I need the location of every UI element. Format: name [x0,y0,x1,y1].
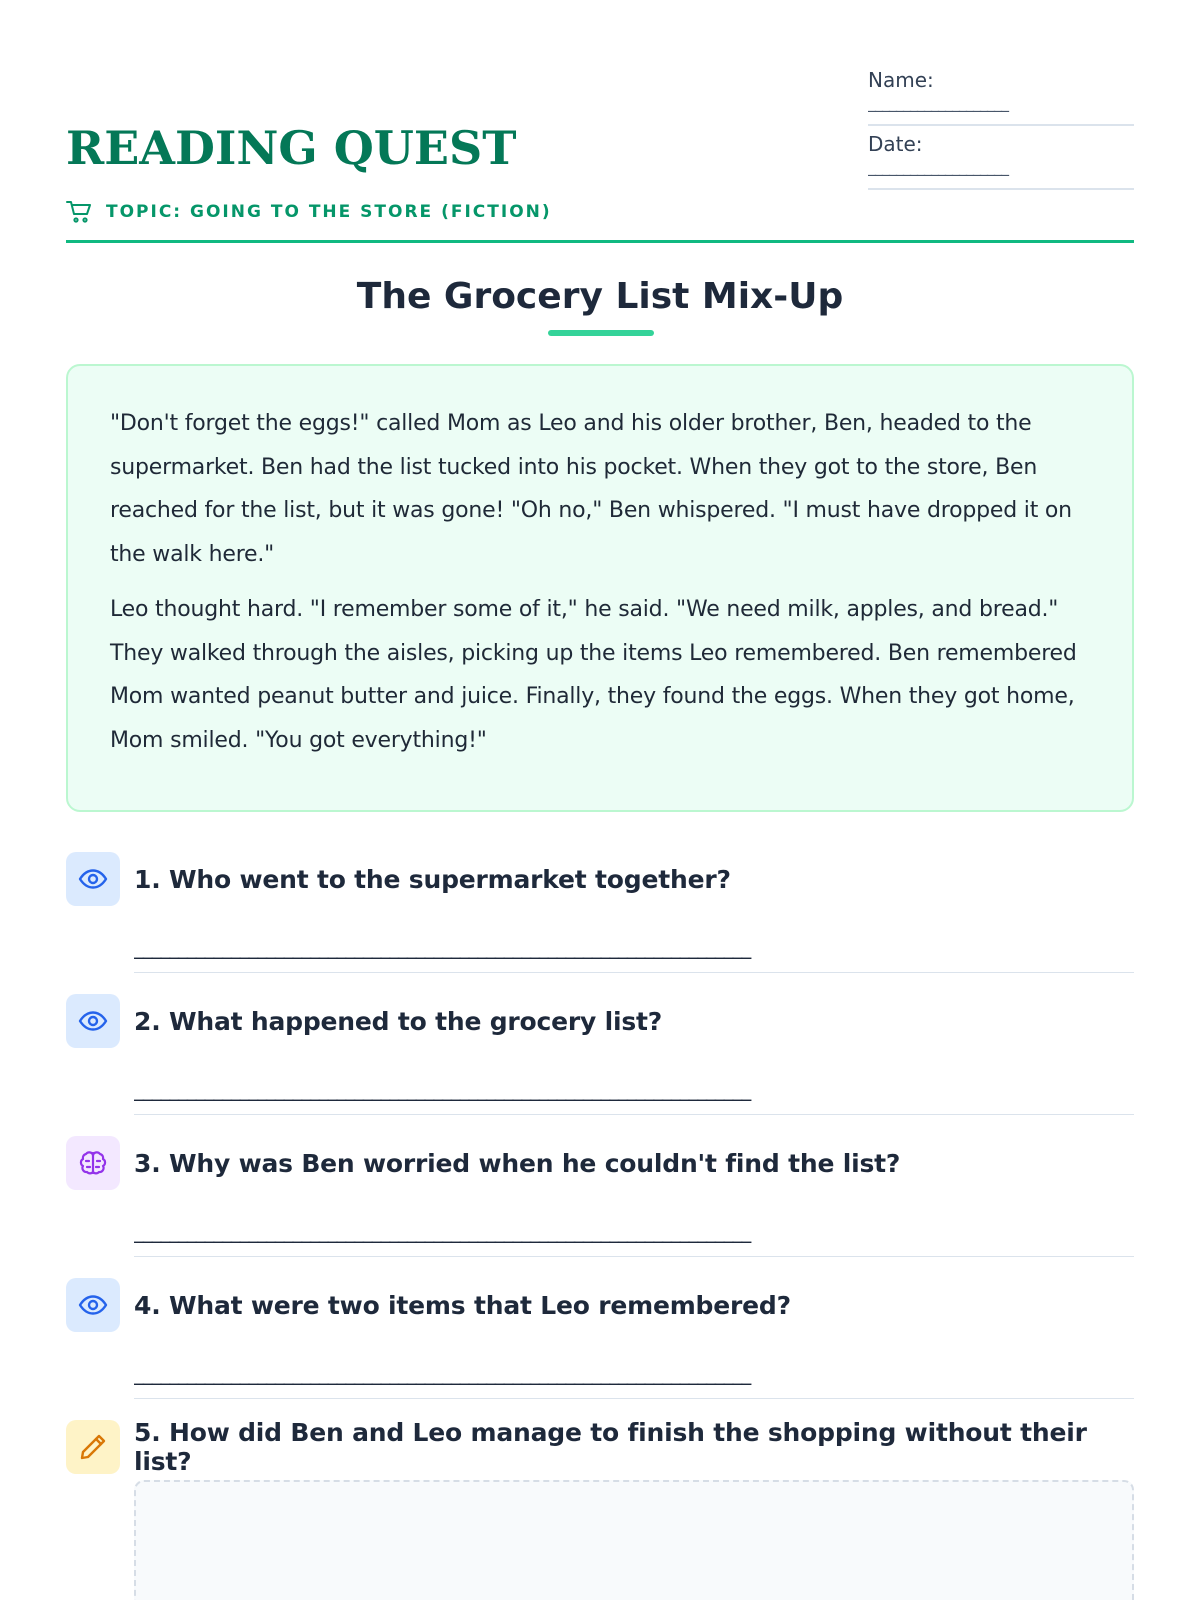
question-text: 4. What were two items that Leo remembered? [134,1290,791,1320]
eye-icon [66,994,120,1048]
answer-line[interactable] [134,1358,1134,1399]
date-label: Date: [868,132,923,156]
question-3 [66,1136,1134,1257]
question-text: 2. What happened to the grocery list? [134,1006,663,1036]
date-blank[interactable]: ____________________ [868,158,1008,176]
question-4 [66,1278,1134,1399]
answer-box[interactable] [134,1480,1134,1600]
question-1 [66,852,1134,973]
date-row[interactable] [868,130,1134,190]
brain-icon [66,1136,120,1190]
name-row[interactable] [868,66,1134,126]
story-title: The Grocery List Mix-Up [356,276,844,317]
answer-line[interactable] [134,1074,1134,1115]
answer-blank: ______________________________________________________________________ [134,935,751,959]
pencil-icon [66,1420,120,1474]
eye-icon [66,1278,120,1332]
question-text: 3. Why was Ben worried when he couldn't find the list? [134,1148,901,1178]
question-text: 1. Who went to the supermarket together? [134,864,731,894]
story-passage [66,364,1134,812]
answer-blank: ______________________________________________________________________ [134,1219,751,1243]
topic-label: TOPIC: GOING TO THE STORE (FICTION) [106,202,552,222]
story-paragraph-2: Leo thought hard. "I remember some of it," he said. "We need milk, apples, and bread." They walked through the aisles, picking up the items Leo remembered. Ben remembered Mom wanted peanut butter and juice. Finally, they found the eggs. When they got home, Mom smiled. "You got everything!" [110,597,1077,753]
eye-icon [66,852,120,906]
brand-title: READING QUEST [66,121,517,175]
question-text: 5. How did Ben and Leo manage to finish the shopping without their list? [134,1418,1087,1476]
header-divider [66,240,1134,243]
question-5 [66,1420,1134,1474]
name-blank[interactable]: ____________________ [868,94,1008,112]
name-label: Name: [868,68,934,92]
answer-blank: ______________________________________________________________________ [134,1361,751,1385]
answer-blank: ______________________________________________________________________ [134,1077,751,1101]
answer-line[interactable] [134,1216,1134,1257]
shopping-cart-icon [66,198,94,226]
question-2 [66,994,1134,1115]
title-underline [548,330,654,336]
topic-line [66,198,552,226]
answer-line[interactable] [134,932,1134,973]
story-paragraph-1: "Don't forget the eggs!" called Mom as Leo and his older brother, Ben, headed to the supermarket. Ben had the list tucked into his pocket. When they got to the store, Ben reached for the list, but it was gone! "Oh no," Ben whispered. "I must have dropped it on the walk here." [110,411,1072,567]
student-info [868,66,1134,194]
